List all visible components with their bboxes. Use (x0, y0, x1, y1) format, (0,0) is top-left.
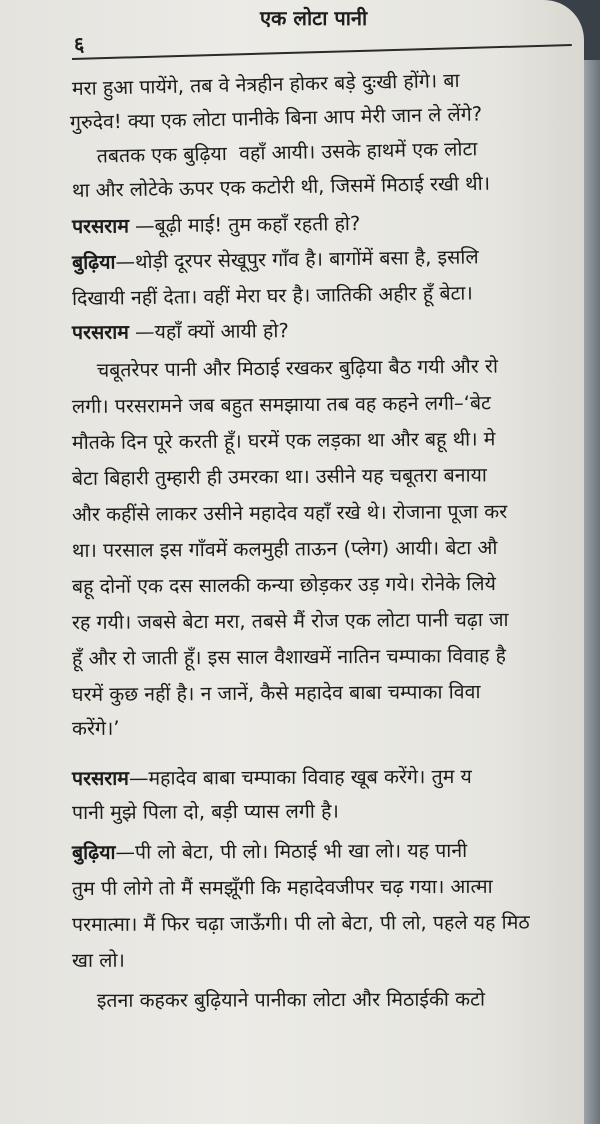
text-line (72, 605, 509, 638)
running-title: एक लोटा पानी (260, 6, 368, 30)
line-text: —बूढ़ी माई! तुम कहाँ रहती हो? (128, 211, 361, 238)
text-line (72, 836, 467, 868)
line-text: रह गयी। जबसे बेटा मरा, तबसे मैं रोज एक लोटा पानी चढ़ा जा (71, 607, 509, 634)
header-rule (72, 44, 572, 60)
text-line (72, 985, 485, 1016)
text-line (72, 714, 120, 744)
line-text: —महादेव बाबा चम्पाका विवाह खूब करेंगे। तुम य (128, 764, 472, 790)
text-line (70, 99, 483, 138)
text-line (72, 533, 498, 566)
text-line (72, 242, 479, 278)
line-text: —पी लो बेटा, पी लो। मिठाई भी खा लो। यह पानी (115, 838, 468, 864)
line-text: और कहींसे लाकर उसीने महादेव यहाँ रखे थे। रोजाना पूजा कर (71, 499, 508, 526)
text-line (72, 569, 496, 602)
text-line (72, 134, 478, 172)
text-line (72, 497, 507, 530)
line-text: तुम पी लोगे तो मैं समझूँगी कि महादेवजीपर चढ़ गया। आत्मा (71, 874, 493, 900)
speaker-name: परसराम (71, 320, 130, 344)
text-line (72, 278, 473, 314)
line-text: खा लो। (71, 948, 125, 972)
line-text: चबूतरेपर पानी और मिठाई रखकर बुढ़िया बैठ गयी और रो (71, 354, 499, 382)
line-text: करेंगे।’ (71, 716, 120, 740)
text-line (72, 460, 487, 494)
line-text: —थोड़ी दूरपर सेखूपुर गाँव है। बागोंमें बसा है, इसलि (115, 245, 479, 274)
line-text: बेटा बिहारी तुम्हारी ही उमरका था। उसीने यह चबूतरा बनाया (71, 463, 488, 490)
line-text: घरमें कुछ नहीं है। न जानें, कैसे महादेव बाबा चम्पाका विवा (71, 680, 481, 706)
page-header (0, 0, 584, 64)
page-number: ६ (74, 32, 85, 56)
line-text: तबतक एक बुढ़िया वहाँ आयी। उसके हाथमें एक लोटा (71, 137, 478, 168)
text-line (72, 908, 530, 940)
text-line (72, 66, 460, 104)
line-text: लगी। परसरामने जब बहुत समझाया तब वह कहने लगी–‘बेट (71, 391, 492, 418)
text-line (72, 677, 481, 710)
line-text: पानी मुझे पिला दो, बड़ी प्यास लगी है। (71, 799, 339, 824)
page-edge (584, 60, 600, 1124)
text-line (72, 352, 498, 386)
text-line (72, 388, 491, 422)
line-text: था और लोटेके ऊपर एक कटोरी थी, जिसमें मिठाई रखी थी। (71, 171, 491, 202)
speaker-name: बुढ़िया (71, 840, 116, 864)
text-line (72, 797, 339, 828)
text-line (72, 424, 496, 458)
line-text: था। परसाल इस गाँवमें कलमुही ताऊन (प्लेग) आयी। बेटा औ (71, 536, 498, 562)
text-line (72, 641, 506, 674)
line-text: मरा हुआ पायेंगे, तब वे नेत्रहीन होकर बड़े दुःखी होंगे। बा (71, 68, 460, 100)
speaker-name: परसराम (71, 766, 129, 790)
text-line (72, 946, 125, 976)
line-text: गुरुदेव! क्या एक लोटा पानीके बिना आप मेरी जान ले लेंगे? (69, 102, 483, 134)
text-line (72, 872, 493, 904)
text-line (72, 209, 361, 242)
line-text: —यहाँ क्यों आयी हो? (128, 319, 289, 344)
line-text: बहू दोनों एक दस सालकी कन्या छोड़कर उड़ गये। रोनेके लिये (71, 572, 497, 598)
text-line (72, 316, 289, 348)
speaker-name: परसराम (71, 214, 130, 238)
line-text: दिखायी नहीं देता। वहीं मेरा घर है। जातिकी अहीर हूँ बेटा। (71, 281, 473, 310)
line-text: हूँ और रो जाती हूँ। इस साल वैशाखमें नातिन चम्पाका विवाह है (71, 643, 507, 670)
line-text: मौतके दिन पूरे करती हूँ। घरमें एक लड़का था और बहू थी। मे (71, 427, 496, 454)
text-line (72, 169, 491, 206)
line-text: परमात्मा। मैं फिर चढ़ा जाऊँगी। पी लो बेटा, पी लो, पहले यह मिठ (71, 910, 530, 936)
text-line (72, 762, 472, 794)
line-text: इतना कहकर बुढ़ियाने पानीका लोटा और मिठाईकी कटो (71, 987, 486, 1012)
speaker-name: बुढ़िया (71, 250, 116, 274)
